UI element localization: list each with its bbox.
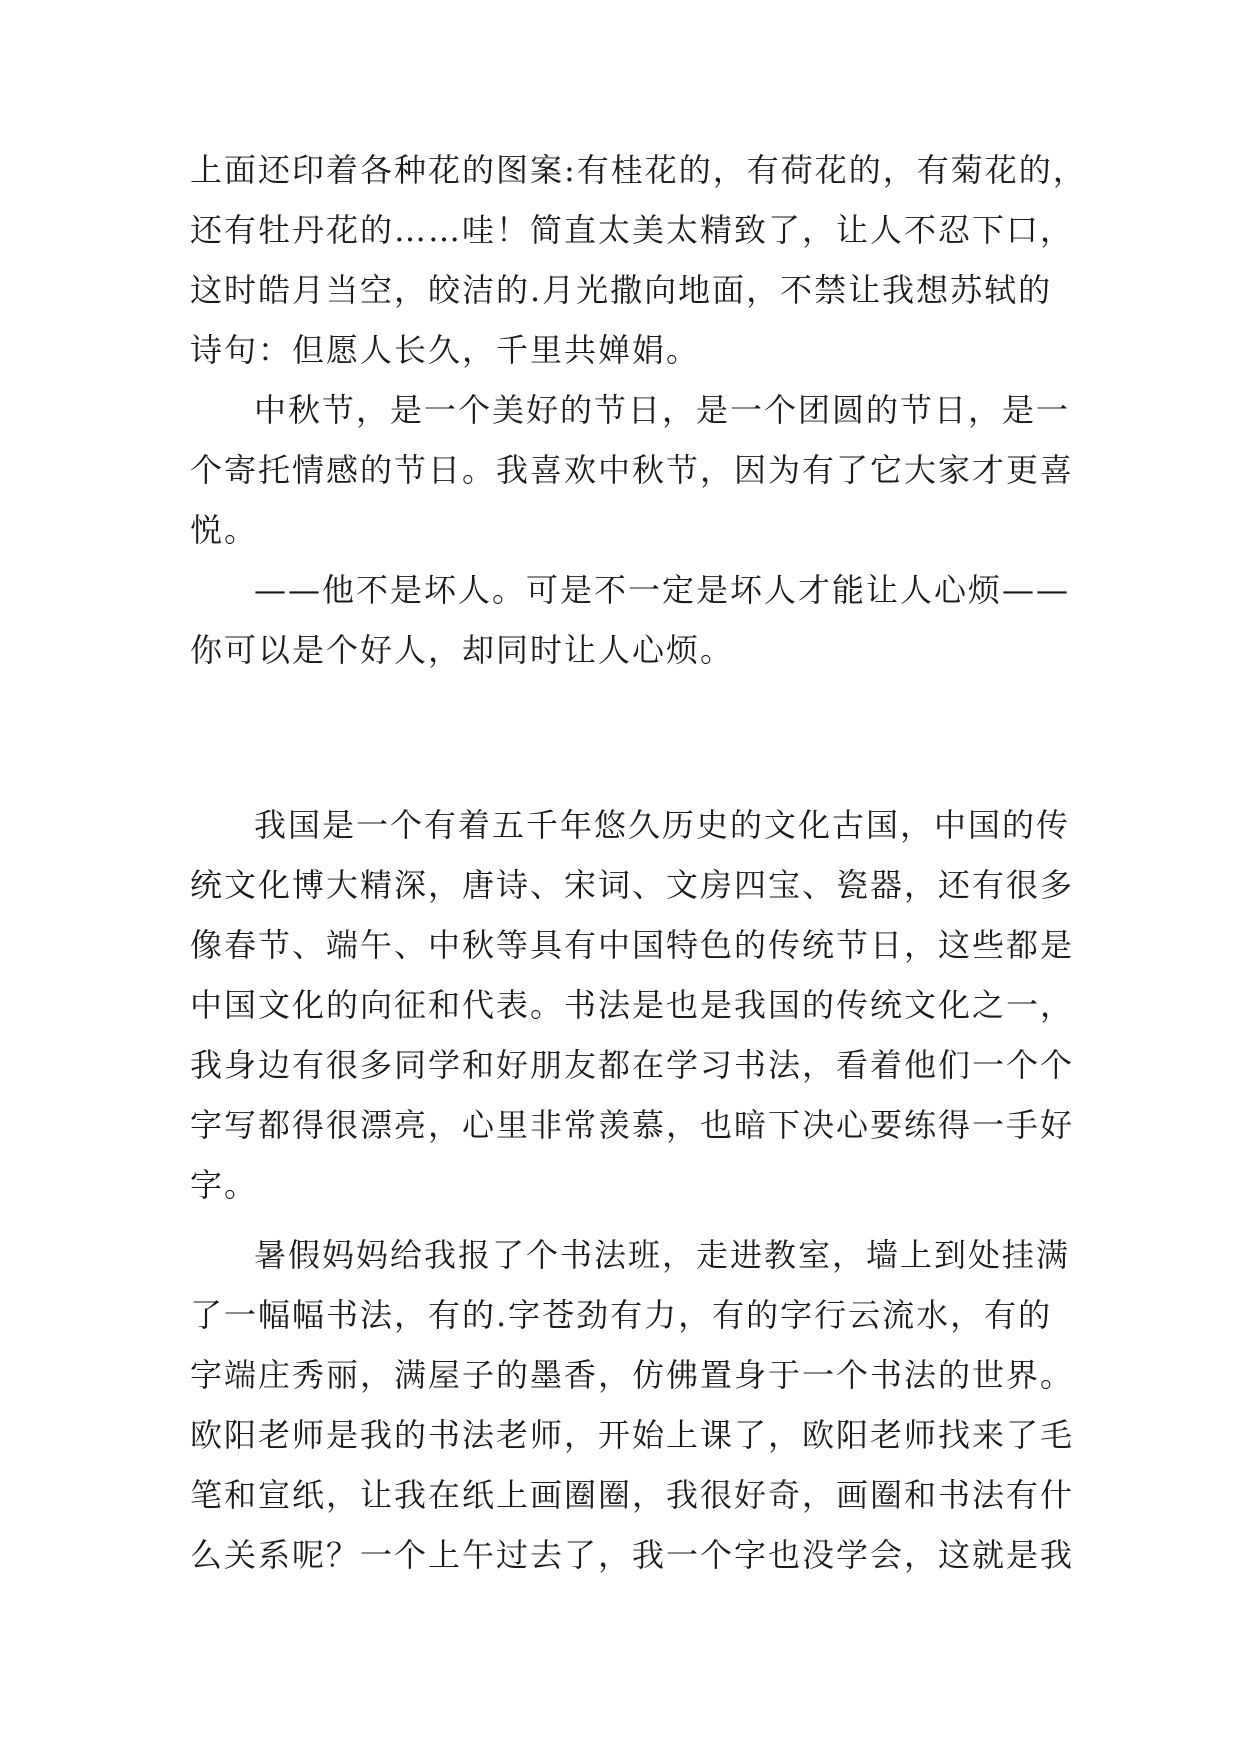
text-line: 像春节、端午、中秋等具有中国特色的传统节日，这些都是 bbox=[190, 926, 1075, 964]
text-line: 这时皓月当空，皎洁的.月光撒向地面，不禁让我想苏轼的 bbox=[190, 271, 1053, 309]
text-line: 统文化博大精深，唐诗、宋词、文房四宝、瓷器，还有很多 bbox=[190, 866, 1075, 904]
text-line: 诗句：但愿人长久，千里共婵娟。 bbox=[190, 331, 701, 369]
text-line: 暑假妈妈给我报了个书法班，走进教室，墙上到处挂满 bbox=[254, 1236, 1071, 1274]
text-line: 我国是一个有着五千年悠久历史的文化古国，中国的传 bbox=[254, 806, 1071, 844]
text-line: 笔和宣纸，让我在纸上画圈圈，我很好奇，画圈和书法有什 bbox=[190, 1476, 1075, 1514]
text-line: 中秋节，是一个美好的节日，是一个团圆的节日，是一 bbox=[254, 391, 1071, 429]
text-line: 字。 bbox=[190, 1166, 259, 1204]
text-line: 悦。 bbox=[190, 511, 259, 549]
text-line: 上面还印着各种花的图案:有桂花的，有荷花的，有菊花的， bbox=[190, 151, 1087, 189]
text-line: 我身边有很多同学和好朋友都在学习书法，看着他们一个个 bbox=[190, 1046, 1075, 1084]
text-line: 了一幅幅书法，有的.字苍劲有力，有的字行云流水，有的 bbox=[190, 1296, 1053, 1334]
text-line: 欧阳老师是我的书法老师，开始上课了，欧阳老师找来了毛 bbox=[190, 1416, 1075, 1454]
text-line: 中国文化的向征和代表。书法是也是我国的传统文化之一， bbox=[190, 986, 1075, 1024]
text-line: 个寄托情感的节日。我喜欢中秋节，因为有了它大家才更喜 bbox=[190, 451, 1075, 489]
text-line: 还有牡丹花的……哇！简直太美太精致了，让人不忍下口， bbox=[190, 211, 1075, 249]
text-line: 字端庄秀丽，满屋子的墨香，仿佛置身于一个书法的世界。 bbox=[190, 1356, 1075, 1394]
text-line: 你可以是个好人，却同时让人心烦。 bbox=[190, 631, 735, 669]
text-line: 么关系呢？一个上午过去了，我一个字也没学会，这就是我 bbox=[190, 1536, 1075, 1574]
text-line: ——他不是坏人。可是不一定是坏人才能让人心烦—— bbox=[254, 571, 1071, 609]
text-line: 字写都得很漂亮，心里非常羡慕，也暗下决心要练得一手好 bbox=[190, 1106, 1075, 1144]
